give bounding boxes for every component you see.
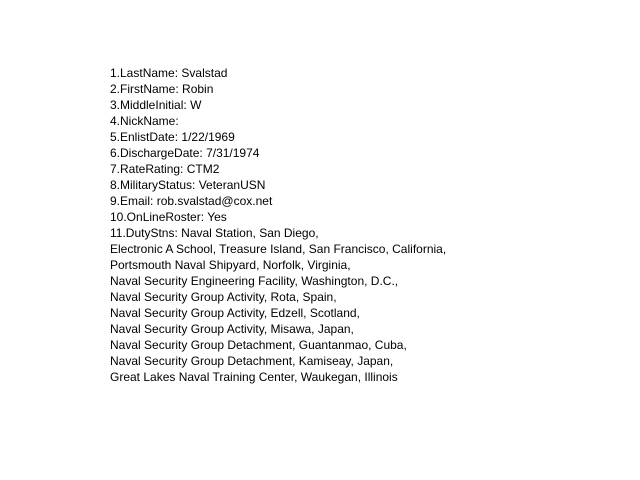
duty-station-line: Electronic A School, Treasure Island, San Francisco, California, (110, 242, 447, 256)
duty-station-line: Naval Security Group Activity, Edzell, Scotland, (110, 306, 360, 320)
field-enlist-date (110, 129, 446, 145)
field-value: Yes (207, 210, 227, 224)
field-label: 6.DischargeDate: (110, 146, 203, 160)
field-online-roster (110, 209, 446, 225)
field-value: VeteranUSN (198, 178, 266, 192)
duty-station-line: Naval Security Engineering Facility, Washington, D.C., (110, 274, 399, 288)
field-last-name (110, 65, 446, 81)
duty-station-line: Portsmouth Naval Shipyard, Norfolk, Virginia, (110, 258, 351, 272)
field-rate-rating (110, 161, 446, 177)
field-label: 1.LastName: (110, 66, 179, 80)
field-discharge-date (110, 145, 446, 161)
field-duty-stations (110, 225, 446, 241)
duty-station-line: Naval Security Group Activity, Misawa, Japan, (110, 322, 354, 336)
duty-station-line: Naval Security Group Detachment, Kamiseay, Japan, (110, 354, 394, 368)
field-value: W (190, 98, 202, 112)
field-value: Svalstad (181, 66, 228, 80)
field-value: Naval Station, San Diego, (181, 226, 319, 240)
field-value: 1/22/1969 (181, 130, 235, 144)
field-email (110, 193, 446, 209)
member-record (110, 65, 446, 385)
duty-station-line: Naval Security Group Activity, Rota, Spain, (110, 290, 337, 304)
field-label: 8.MilitaryStatus: (110, 178, 196, 192)
duty-station-line: Naval Security Group Detachment, Guantanmao, Cuba, (110, 338, 407, 352)
field-label: 10.OnLineRoster: (110, 210, 205, 224)
field-value: rob.svalstad@cox.net (156, 194, 273, 208)
field-military-status (110, 177, 446, 193)
field-label: 4.NickName: (110, 114, 179, 128)
field-middle-initial (110, 97, 446, 113)
field-label: 5.EnlistDate: (110, 130, 179, 144)
field-nick-name (110, 113, 446, 129)
field-first-name (110, 81, 446, 97)
duty-station-line: Great Lakes Naval Training Center, Waukegan, Illinois (110, 370, 398, 384)
field-label: 11.DutyStns: (110, 226, 178, 240)
field-label: 3.MiddleInitial: (110, 98, 187, 112)
field-label: 7.RateRating: (110, 162, 184, 176)
field-value: Robin (182, 82, 214, 96)
field-value: 7/31/1974 (206, 146, 260, 160)
field-label: 2.FirstName: (110, 82, 179, 96)
field-value: CTM2 (186, 162, 220, 176)
field-label: 9.Email: (110, 194, 154, 208)
